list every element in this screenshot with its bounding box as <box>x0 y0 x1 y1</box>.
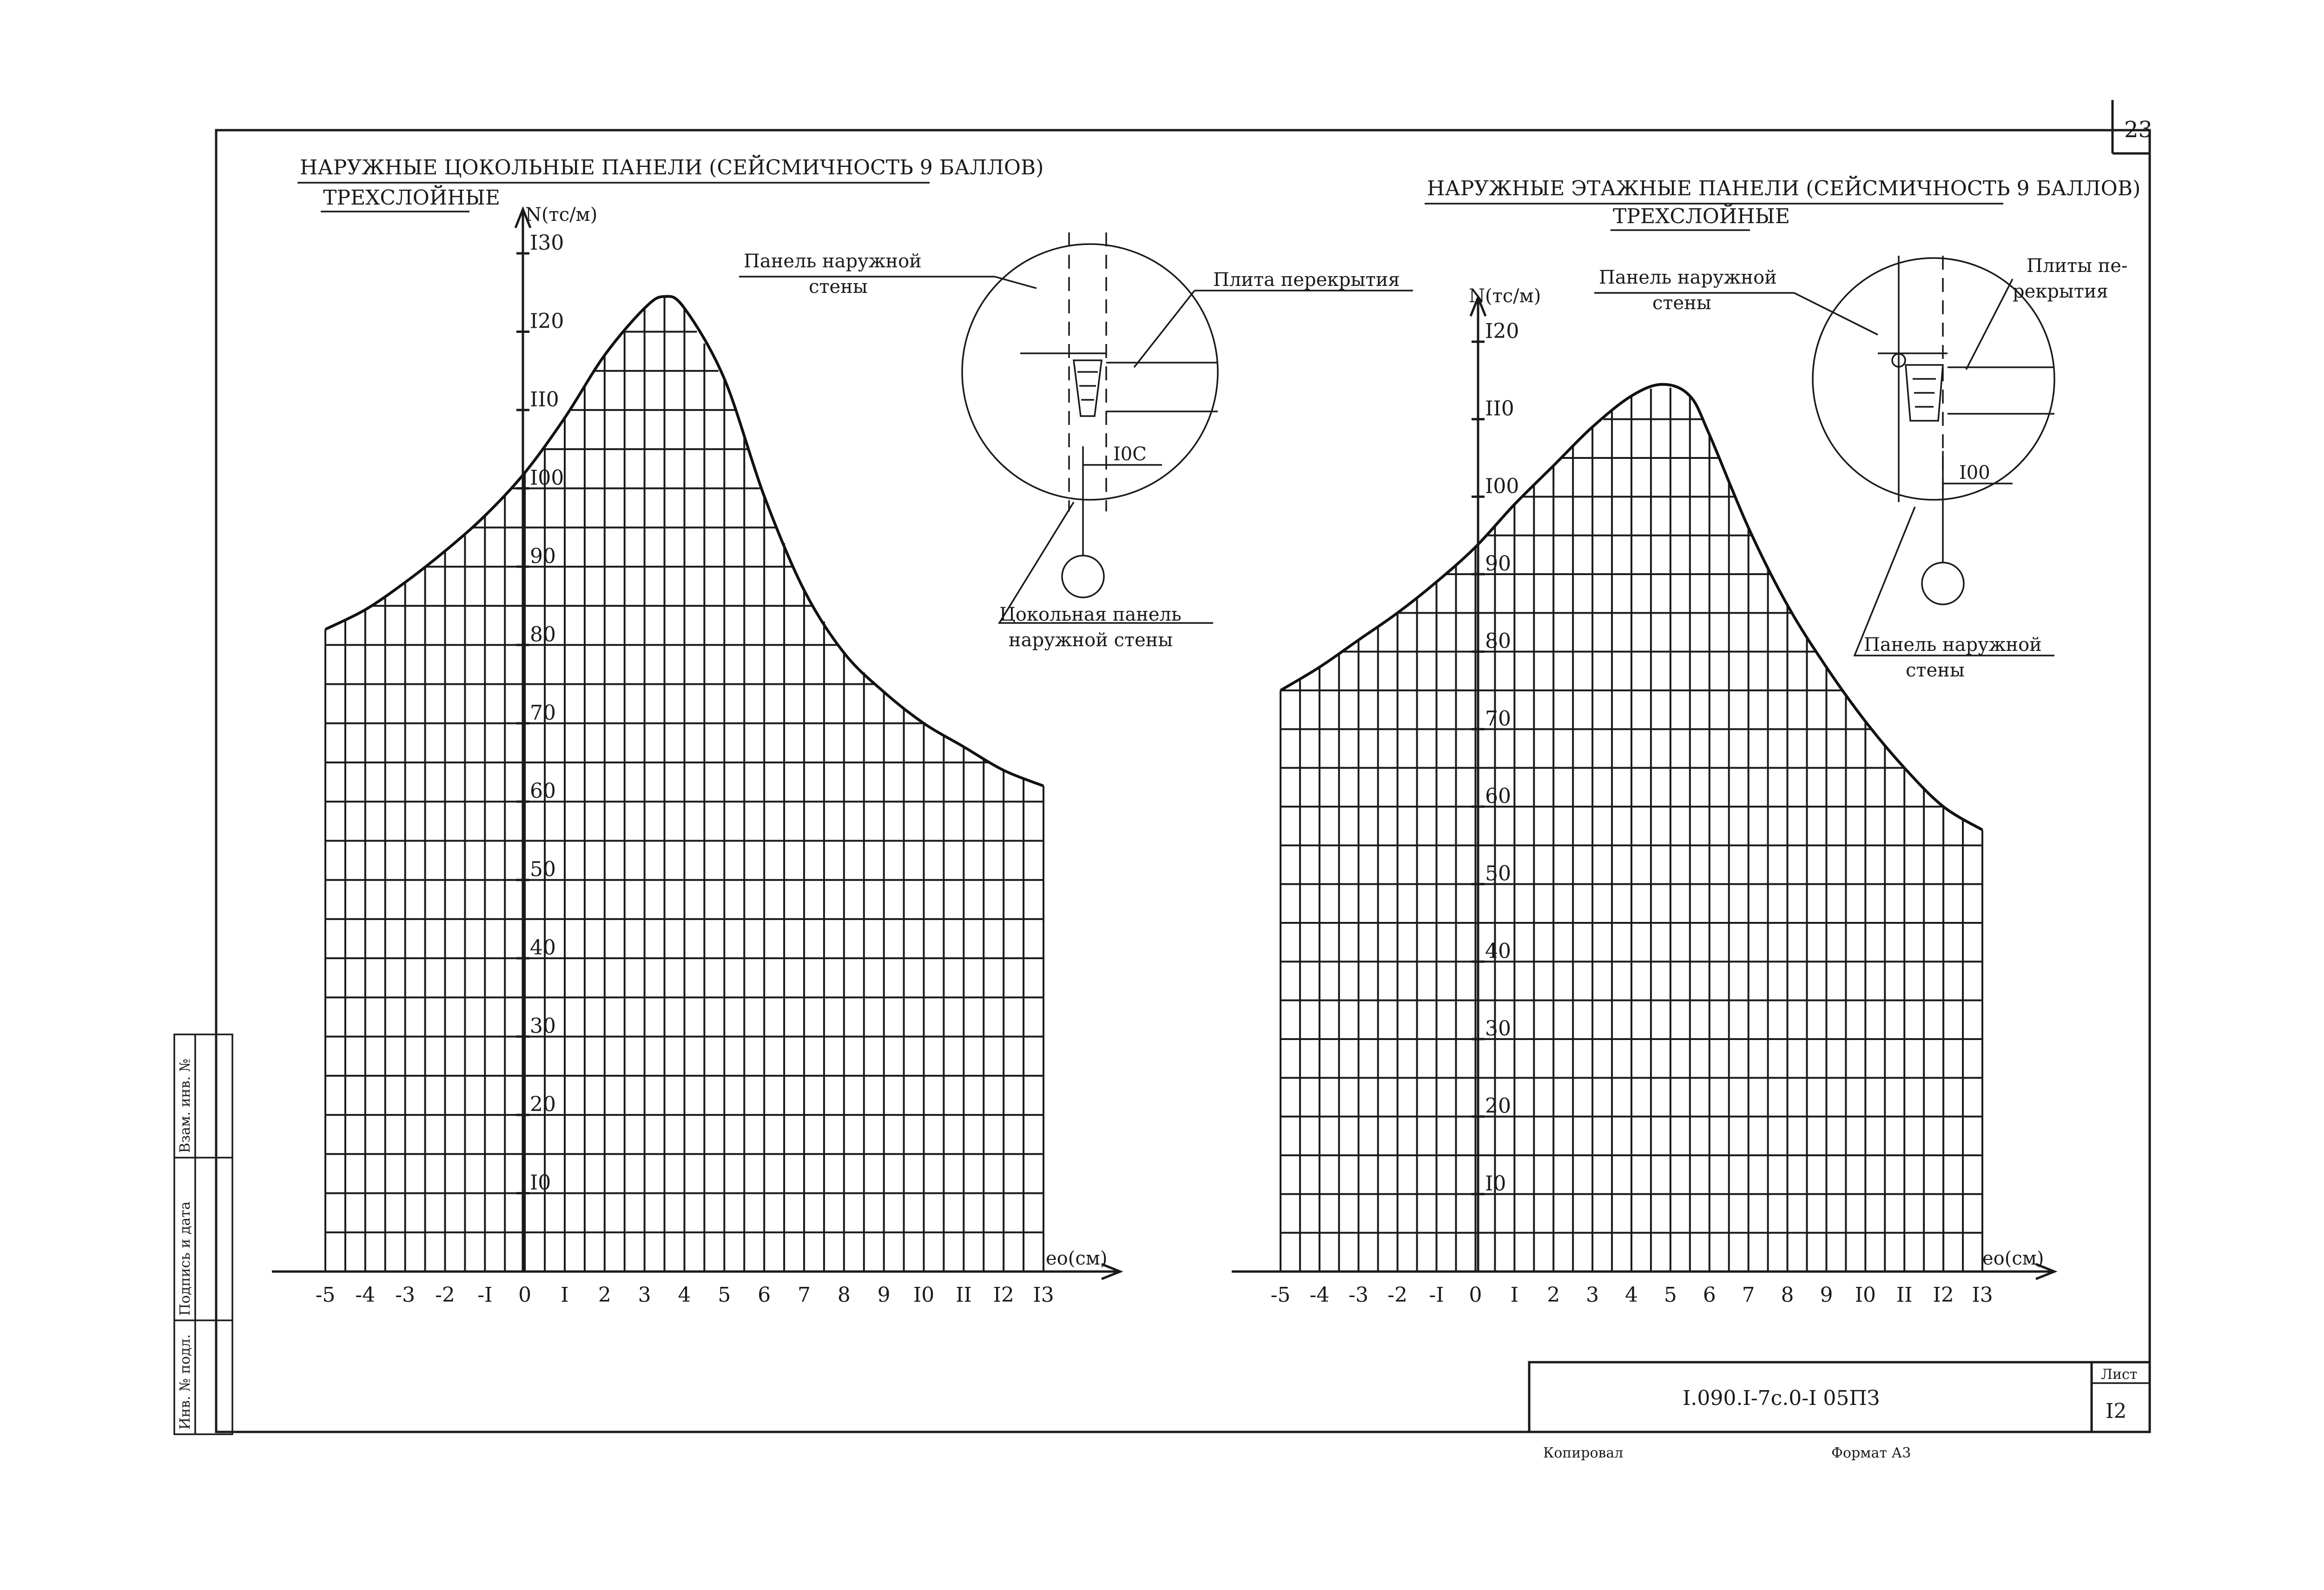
chart1-axes <box>272 209 1120 1279</box>
chart2-y-axis-label: N(тс/м) <box>1469 285 1541 307</box>
chart2-wall-panel-label-2: стены <box>1652 292 1711 314</box>
stamp-signature-date: Подпись и дата <box>177 1201 193 1316</box>
y-tick-label: 90 <box>1485 552 1511 576</box>
x-tick-label: I <box>1510 1283 1519 1307</box>
chart2-grid <box>1281 388 1982 1272</box>
x-tick-label: II <box>955 1283 972 1307</box>
chart2-subtitle: ТРЕХСЛОЙНЫЕ <box>1613 205 1790 228</box>
y-tick-label: I20 <box>1485 319 1519 343</box>
x-tick-label: 4 <box>678 1283 691 1307</box>
y-tick-label: 30 <box>530 1014 556 1038</box>
chart1-base-panel-label-2: наружной стены <box>1009 629 1173 651</box>
format-label: Формат А3 <box>1831 1445 1911 1461</box>
x-tick-label: I0 <box>1855 1283 1876 1307</box>
x-tick-label: -3 <box>395 1283 416 1307</box>
chart1-wall-panel-label-1: Панель наружной <box>744 251 922 272</box>
stamp-replacement-inv: Взам. инв. № <box>177 1058 193 1153</box>
y-tick-label: 50 <box>530 857 556 881</box>
x-tick-label: 5 <box>718 1283 731 1307</box>
chart2-x-axis-label: eo(см) <box>1982 1248 2044 1269</box>
chart-base-panels <box>272 154 1413 1307</box>
chart1-base-panel-label-1: Цокольная панель <box>999 604 1182 625</box>
x-tick-label: -5 <box>315 1283 336 1307</box>
chart1-dim-label: I0C <box>1113 444 1147 465</box>
chart1-joint-detail <box>739 232 1413 651</box>
chart2-lower-panel-label-1: Панель наружной <box>1864 634 2042 656</box>
chart2-axes <box>1232 298 2054 1279</box>
y-tick-label: I30 <box>530 231 564 255</box>
x-tick-label: -4 <box>1309 1283 1330 1307</box>
x-tick-label: -I <box>1429 1283 1444 1307</box>
document-code: I.090.I-7c.0-I 05ПЗ <box>1683 1386 1880 1410</box>
x-tick-label: 3 <box>638 1283 651 1307</box>
y-tick-label: 60 <box>530 779 556 803</box>
chart2-slab-label-2: рекрытия <box>2013 281 2108 302</box>
y-tick-label: 40 <box>1485 939 1511 963</box>
chart2-dim-label: I00 <box>1959 462 1990 484</box>
x-tick-label: -3 <box>1348 1283 1369 1307</box>
x-tick-label: -2 <box>435 1283 455 1307</box>
x-tick-label: -I <box>477 1283 493 1307</box>
y-tick-label: 20 <box>1485 1094 1511 1118</box>
chart2-x-ticks <box>1271 1283 1993 1307</box>
x-tick-label: -4 <box>355 1283 376 1307</box>
chart2-wall-panel-label-1: Панель наружной <box>1599 267 1777 288</box>
x-tick-label: 3 <box>1586 1283 1599 1307</box>
sheet-number: I2 <box>2106 1399 2127 1423</box>
y-tick-label: 80 <box>530 623 556 647</box>
x-tick-label: 2 <box>1547 1283 1560 1307</box>
chart1-grid <box>325 297 1043 1272</box>
chart-floor-panels <box>1232 175 2140 1307</box>
chart2-joint-detail <box>1594 255 2127 681</box>
chart1-x-axis-label: eo(см) <box>1046 1248 1108 1269</box>
y-tick-label: I00 <box>530 466 564 490</box>
x-tick-label: 0 <box>1469 1283 1482 1307</box>
x-tick-label: 9 <box>1820 1283 1833 1307</box>
x-tick-label: 6 <box>1703 1283 1716 1307</box>
chart1-y-axis-label: N(тс/м) <box>525 204 598 225</box>
y-tick-label: 70 <box>1485 707 1511 731</box>
page-number: 23 <box>2124 117 2153 143</box>
y-tick-label: 70 <box>530 701 556 725</box>
chart1-subtitle: ТРЕХСЛОЙНЫЕ <box>323 186 501 210</box>
chart1-title: НАРУЖНЫЕ ЦОКОЛЬНЫЕ ПАНЕЛИ (СЕЙСМИЧНОСТЬ 9 БАЛЛОВ) <box>300 156 1044 179</box>
x-tick-label: 0 <box>518 1283 532 1307</box>
y-tick-label: I00 <box>1485 474 1519 498</box>
x-tick-label: 7 <box>798 1283 811 1307</box>
y-tick-label: I20 <box>530 309 564 333</box>
x-tick-label: 5 <box>1664 1283 1677 1307</box>
x-tick-label: I0 <box>913 1283 935 1307</box>
x-tick-label: 8 <box>837 1283 851 1307</box>
x-tick-label: I2 <box>993 1283 1014 1307</box>
y-tick-label: 50 <box>1485 861 1511 886</box>
x-tick-label: 8 <box>1781 1283 1794 1307</box>
x-tick-label: 2 <box>598 1283 611 1307</box>
chart1-wall-panel-label-2: стены <box>809 276 868 298</box>
chart2-lower-panel-label-2: стены <box>1906 660 1965 681</box>
binding-stamp <box>174 1034 232 1434</box>
x-tick-label: I2 <box>1933 1283 1954 1307</box>
chart2-title: НАРУЖНЫЕ ЭТАЖНЫЕ ПАНЕЛИ (СЕЙСМИЧНОСТЬ 9 БАЛЛОВ) <box>1427 177 2141 200</box>
chart1-axis-marker <box>1062 556 1104 597</box>
stamp-inv-number: Инв. № подл. <box>177 1334 193 1430</box>
title-block <box>1529 1362 2150 1461</box>
y-tick-label: II0 <box>1485 397 1514 421</box>
x-tick-label: 7 <box>1742 1283 1755 1307</box>
copied-by-label: Копировал <box>1543 1445 1624 1461</box>
x-tick-label: -2 <box>1387 1283 1408 1307</box>
y-tick-label: II0 <box>530 387 559 411</box>
x-tick-label: 9 <box>877 1283 891 1307</box>
x-tick-label: -5 <box>1270 1283 1291 1307</box>
y-tick-label: I0 <box>530 1171 551 1195</box>
y-tick-label: I0 <box>1485 1172 1506 1196</box>
y-tick-label: 60 <box>1485 784 1511 808</box>
y-tick-label: 80 <box>1485 629 1511 653</box>
y-tick-label: 90 <box>530 544 556 568</box>
x-tick-label: I3 <box>1972 1283 1993 1307</box>
chart2-slab-label-1: Плиты пе- <box>2027 255 2128 277</box>
y-tick-label: 40 <box>530 936 556 960</box>
y-tick-label: 30 <box>1485 1017 1511 1040</box>
chart1-slab-label: Плита перекрытия <box>1213 269 1400 291</box>
x-tick-label: II <box>1896 1283 1913 1307</box>
chart1-x-ticks <box>316 1283 1054 1307</box>
x-tick-label: I3 <box>1033 1283 1054 1307</box>
x-tick-label: 6 <box>758 1283 771 1307</box>
chart2-axis-marker <box>1922 563 1964 604</box>
sheet-label: Лист <box>2101 1366 2138 1383</box>
x-tick-label: 4 <box>1625 1283 1638 1307</box>
y-tick-label: 20 <box>530 1093 556 1117</box>
x-tick-label: I <box>561 1283 569 1307</box>
